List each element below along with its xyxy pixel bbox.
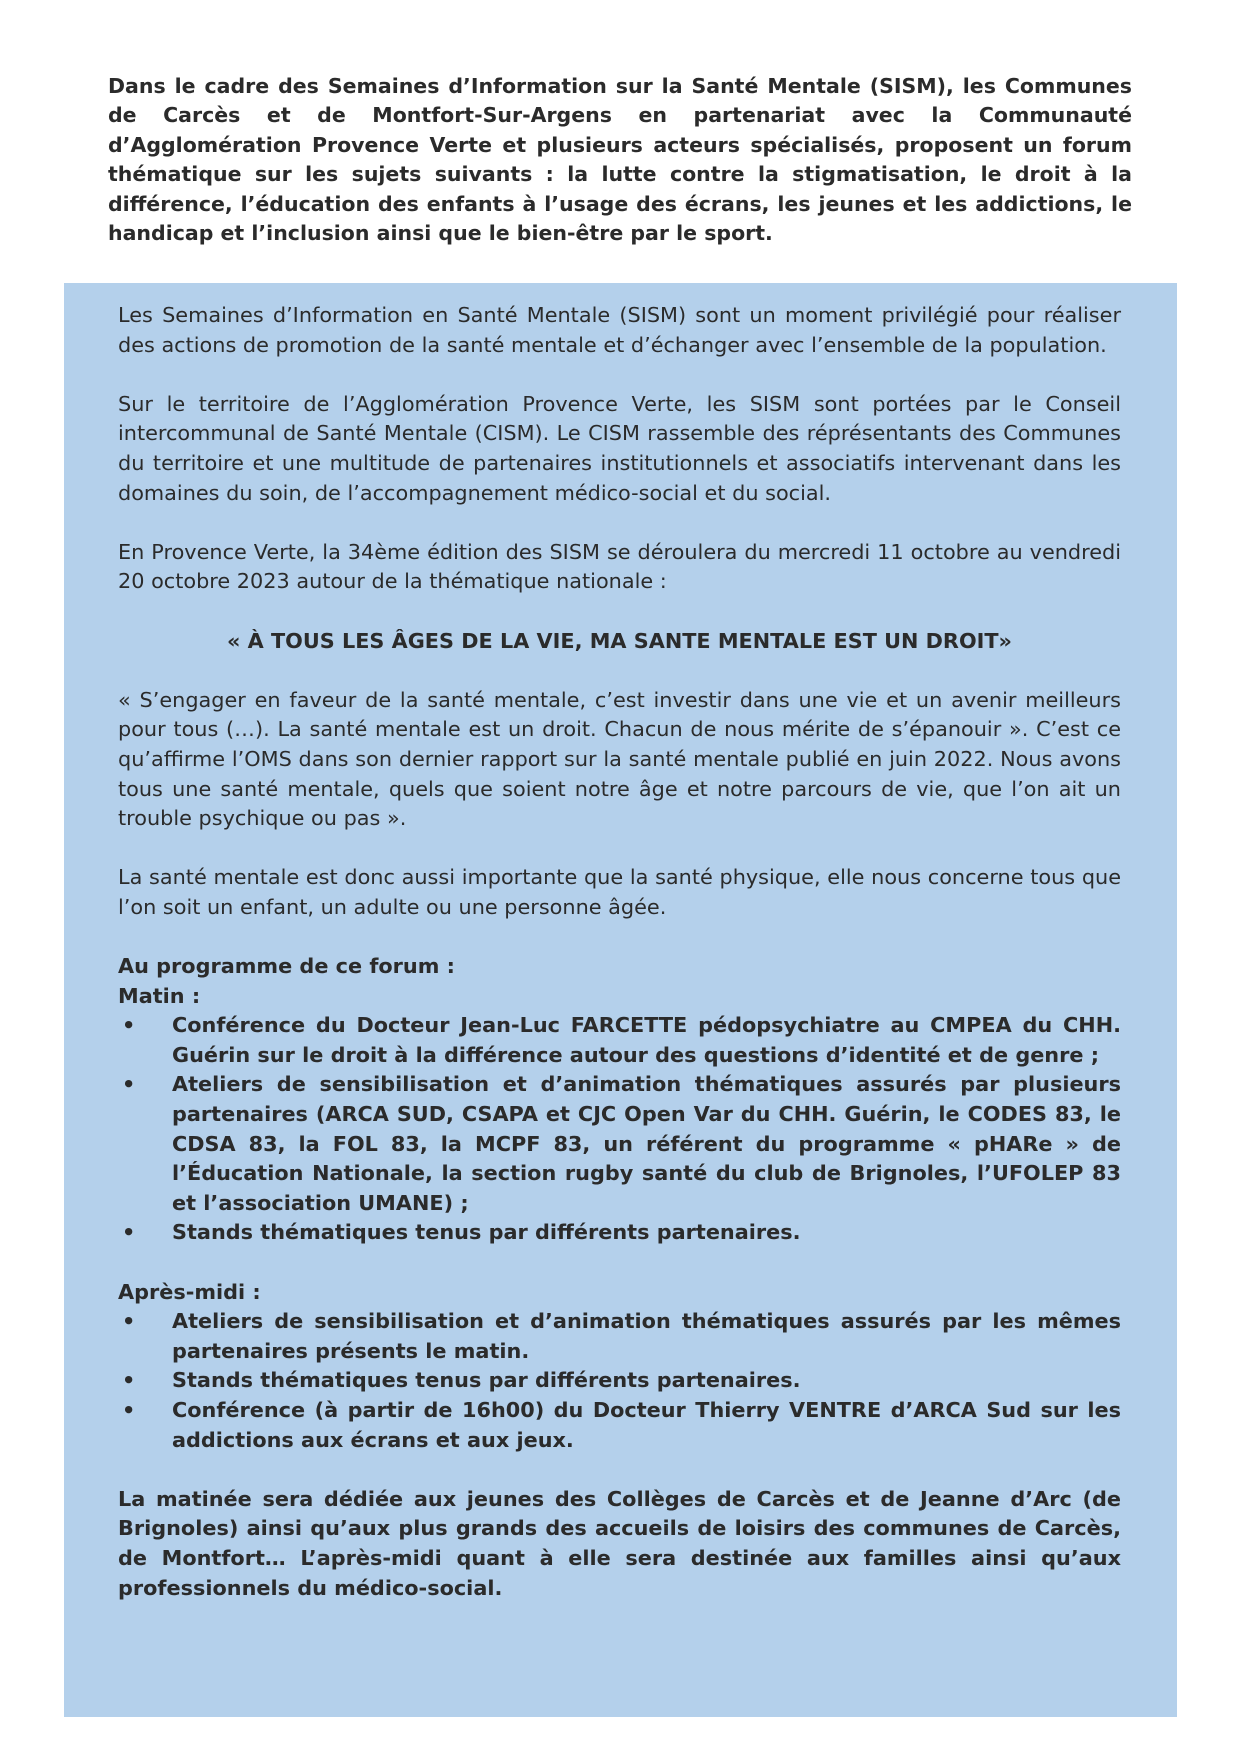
territory-paragraph: Sur le territoire de l’Agglomération Provence Verte, les SISM sont portées par le Conseil intercommunal de Santé Mentale (CISM). Le CISM rassemble des réprésentants des Communes du territoire et une multitude de partenaires institutionnels et associatifs intervenant dans les domaines du soin, de l’accompagnement médico-social et du social. [118,391,1121,505]
list-item-text: Conférence (à partir de 16h00) du Docteur Thierry VENTRE d’ARCA Sud sur les addictions aux écrans et aux jeux. [172,1397,1121,1452]
edition-paragraph: En Provence Verte, la 34ème édition des SISM se déroulera du mercredi 11 octobre au vendredi 20 octobre 2023 autour de la thématique nationale : [118,539,1121,594]
program-title: Au programme de ce forum : [118,954,455,979]
list-item [118,1366,1121,1396]
info-panel-content [118,301,1121,1603]
list-item [118,1070,1121,1218]
info-panel [64,283,1177,1717]
list-item-text: Ateliers de sensibilisation et d’animation thématiques assurés par les mêmes partenaires présents le matin. [172,1309,1121,1363]
morning-list [118,1011,1121,1248]
closing-paragraph: La matinée sera dédiée aux jeunes des Collèges de Carcès et de Jeanne d’Arc (de Brignoles) ainsi qu’aux plus grands des accueils de loisirs des communes de Carcès, de Montfort… L’après-midi quant à elle sera destinée aux familles ainsi qu’aux professionnels du médico-social. [118,1486,1121,1600]
list-item [118,1218,1121,1248]
bullet-icon: • [122,1220,136,1245]
bullet-icon: • [122,1013,136,1038]
bullet-icon: • [122,1309,136,1334]
physical-health-paragraph: La santé mentale est donc aussi importante que la santé physique, elle nous concerne tous que l’on soit un enfant, un adulte ou une personne âgée. [118,865,1121,919]
afternoon-label: Après-midi : [118,1279,261,1304]
oms-quote-paragraph: « S’engager en faveur de la santé mentale, c’est investir dans une vie et un avenir meilleurs pour tous (…). La santé mentale est un droit. Chacun de nous mérite de s’épanouir ». C’est ce qu’affirme l’OMS dans son dernier rapport sur la santé mentale publié en juin 2022. Nous avons tous une santé mentale, quels que soient notre âge et notre parcours de vie, que l’on ait un trouble psychique ou pas ». [118,687,1121,831]
list-item [118,1396,1121,1455]
sism-description-paragraph: Les Semaines d’Information en Santé Mentale (SISM) sont un moment privilégié pour réaliser des actions de promotion de la santé mentale et d’échanger avec l’ensemble de la population. [118,303,1121,357]
list-item-text: Stands thématiques tenus par différents partenaires. [172,1368,801,1393]
intro-paragraph: Dans le cadre des Semaines d’Information sur la Santé Mentale (SISM), les Communes de Carcès et de Montfort-Sur-Argens en partenariat avec la Communauté d’Agglomération Provence Verte et plusieurs acteurs spécialisés, proposent un forum thématique sur les sujets suivants : la lutte contre la stigmatisation, le droit à la différence, l’éducation des enfants à l’usage des écrans, les jeunes et les addictions, le handicap et l’inclusion ainsi que le bien-être par le sport. [108,74,1132,246]
national-theme-heading: « À TOUS LES ÂGES DE LA VIE, MA SANTE MENTALE EST UN DROIT» [226,628,1012,653]
list-item [118,1307,1121,1366]
afternoon-list [118,1307,1121,1455]
list-item-text: Stands thématiques tenus par différents partenaires. [172,1220,801,1245]
list-item [118,1011,1121,1070]
bullet-icon: • [122,1368,136,1393]
morning-label: Matin : [118,983,201,1008]
bullet-icon: • [122,1397,136,1422]
list-item-text: Conférence du Docteur Jean-Luc FARCETTE pédopsychiatre au CMPEA du CHH. Guérin sur le droit à la différence autour des questions d’identité et de genre ; [172,1013,1121,1067]
list-item-text: Ateliers de sensibilisation et d’animation thématiques assurés par plusieurs partenaires (ARCA SUD, CSAPA et CJC Open Var du CHH. Guérin, le CODES 83, le CDSA 83, la FOL 83, la MCPF 83, un référent du programme « pHARe » de l’Éducation Nationale, la section rugby santé du club de Brignoles, l’UFOLEP 83 et l’association UMANE) ; [172,1072,1121,1215]
bullet-icon: • [122,1072,136,1097]
